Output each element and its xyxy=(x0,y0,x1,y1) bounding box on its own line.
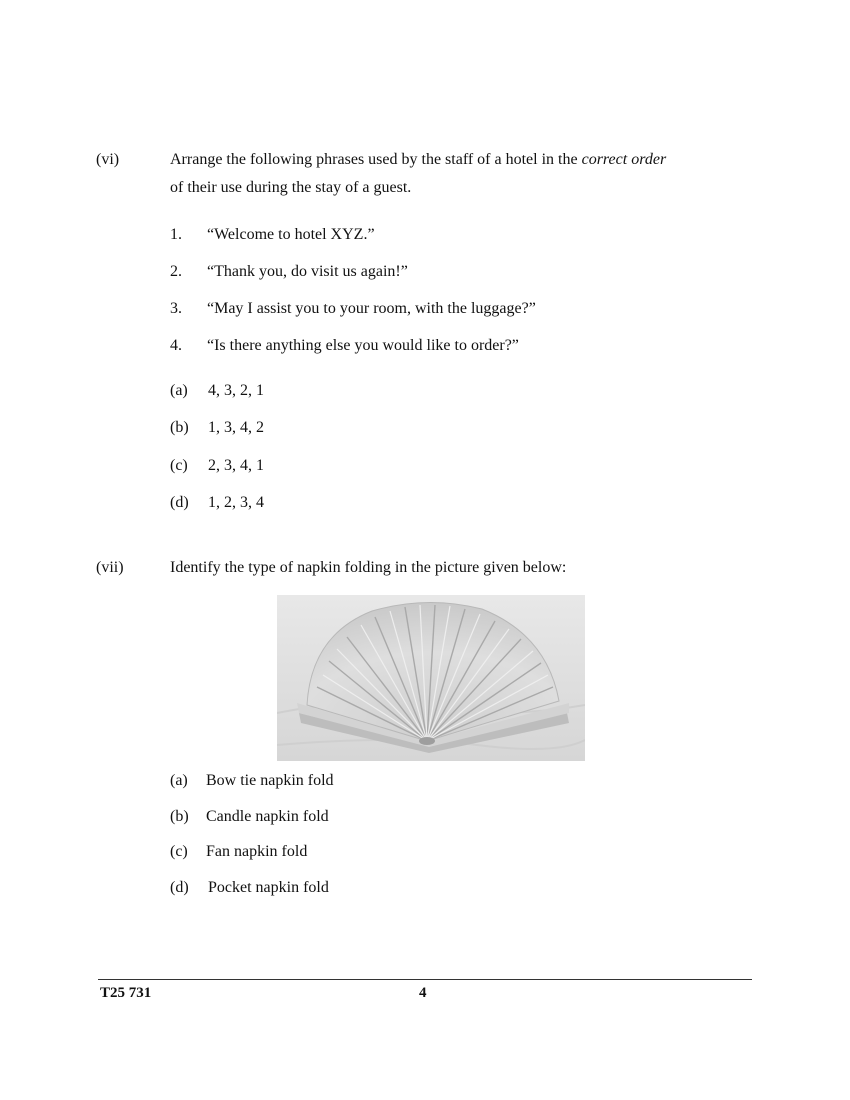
phrase-text: “May I assist you to your room, with the luggage?” xyxy=(207,300,536,317)
option-label: (a) xyxy=(170,772,188,789)
option-text: Fan napkin fold xyxy=(206,843,308,860)
question-vi-text-line2: of their use during the stay of a guest. xyxy=(170,179,412,196)
question-vii-text: Identify the type of napkin folding in the picture given below: xyxy=(170,559,567,576)
phrase-text: “Is there anything else you would like to order?” xyxy=(207,337,519,354)
phrase-number: 2. xyxy=(170,263,182,280)
phrase-text: “Thank you, do visit us again!” xyxy=(207,263,408,280)
question-vii-number: (vii) xyxy=(96,559,124,576)
question-vi-text-pre: Arrange the following phrases used by the staff of a hotel in the xyxy=(170,151,578,168)
fan-napkin-image xyxy=(277,595,585,761)
option-text: 4, 3, 2, 1 xyxy=(208,382,264,399)
footer-divider xyxy=(98,979,752,980)
option-label: (a) xyxy=(170,382,188,399)
option-text: Pocket napkin fold xyxy=(208,879,329,896)
question-vi-emphasis: correct order xyxy=(581,151,667,168)
option-text: 1, 2, 3, 4 xyxy=(208,494,264,511)
question-vi-number: (vi) xyxy=(96,151,120,168)
phrase-number: 4. xyxy=(170,337,182,354)
option-label: (d) xyxy=(170,879,189,896)
option-text: Candle napkin fold xyxy=(206,808,329,825)
phrase-number: 3. xyxy=(170,300,182,317)
phrase-number: 1. xyxy=(170,226,182,243)
phrase-text: “Welcome to hotel XYZ.” xyxy=(207,226,375,243)
option-label: (d) xyxy=(170,494,189,511)
option-text: Bow tie napkin fold xyxy=(206,772,334,789)
question-vi-text-line1 xyxy=(170,151,666,169)
paper-code: T25 731 xyxy=(100,985,152,1001)
option-label: (c) xyxy=(170,457,188,474)
option-label: (b) xyxy=(170,808,189,825)
option-label: (b) xyxy=(170,419,189,436)
option-text: 1, 3, 4, 2 xyxy=(208,419,264,436)
page-number: 4 xyxy=(419,985,427,1001)
option-text: 2, 3, 4, 1 xyxy=(208,457,264,474)
option-label: (c) xyxy=(170,843,188,860)
